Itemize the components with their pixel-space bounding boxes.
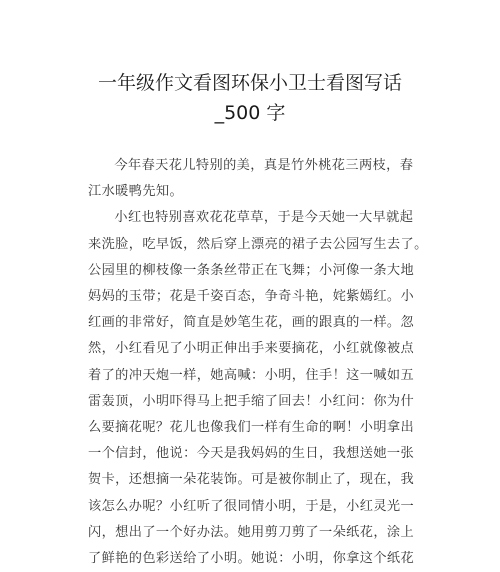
text-line: 贺卡，还想摘一朵花装饰。可是被你制止了，现在，我: [88, 472, 415, 488]
text-line: 今年春天花儿特别的美，真是竹外桃花三两枝，春: [114, 158, 414, 173]
document-title: [0, 68, 500, 128]
text-line: 该怎么办呢？小红听了很同情小明，于是，小红灵光一: [88, 498, 415, 514]
paragraph-1: [88, 153, 422, 205]
text-line: 妈妈的玉带；花是千姿百态，争奇斗艳，姹紫嫣红。小: [88, 289, 415, 305]
text-line: 公园里的柳枝像一条条丝带正在飞舞；小河像一条大地: [88, 262, 415, 278]
text-line: 江水暖鸭先知。: [88, 184, 184, 200]
title-line-2: _500 字: [214, 102, 286, 124]
text-line: 了鲜艳的色彩送给了小明。她说：小明，你拿这个纸花: [88, 551, 415, 567]
text-line: 着了的冲天炮一样，她高喊：小明，住手！这一喊如五: [88, 367, 415, 383]
document-body: [88, 153, 428, 572]
text-line: 红画的非常好，简直是妙笔生花，画的跟真的一样。忽: [88, 315, 415, 331]
text-line: 一个信封，他说：今天是我妈妈的生日，我想送她一张: [88, 446, 415, 462]
text-line: 闪，想出了一个好办法。她用剪刀剪了一朵纸花，涂上: [88, 524, 415, 540]
text-line: 然，小红看见了小明正伸出手来要摘花，小红就像被点: [88, 341, 415, 357]
text-line: 小红也特别喜欢花花草草，于是今天她一大早就起: [114, 210, 414, 226]
text-line: 么要摘花呢？花儿也像我们一样有生命的啊！小明拿出: [88, 420, 415, 436]
text-line: 雷轰顶，小明吓得马上把手缩了回去！小红问：你为什: [88, 393, 415, 409]
text-line: 来洗脸，吃早饭，然后穿上漂亮的裙子去公园写生去了。: [88, 236, 428, 252]
paragraph-2: [88, 205, 428, 572]
title-line-1: 一年级作文看图环保小卫士看图写话: [97, 72, 402, 94]
